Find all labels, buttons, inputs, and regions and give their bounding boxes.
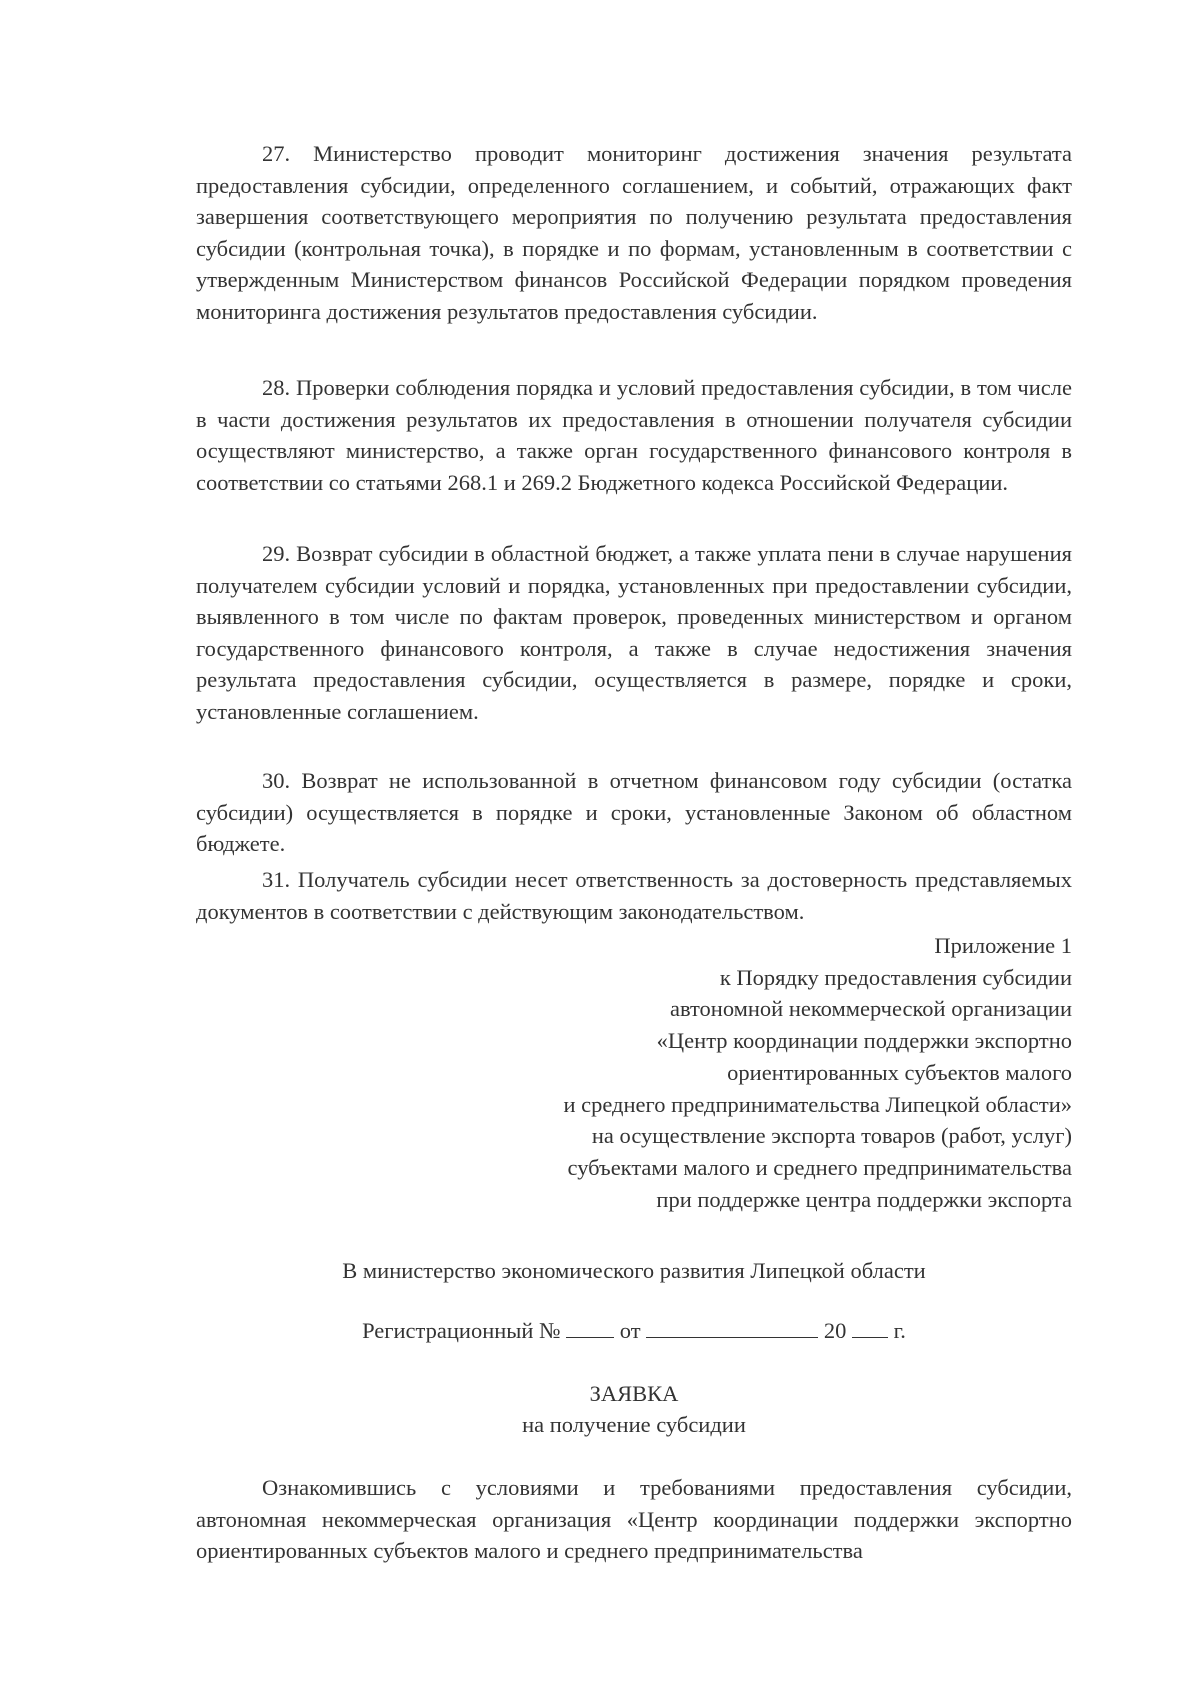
registration-year-suffix: г.	[893, 1318, 906, 1343]
appendix-line: автономной некоммерческой организации	[669, 996, 1072, 1022]
appendix-line: при поддержке центра поддержки экспорта	[656, 1186, 1072, 1212]
registration-label: Регистрационный №	[362, 1318, 561, 1343]
application-title: ЗАЯВКА	[589, 1381, 679, 1406]
paragraph-29: 29. Возврат субсидии в областной бюджет, а также уплата пени в случае нарушения получателем субсидии условий и порядка, установленных при предоставлении субсидии, выявленного в том числе по фактам проверок, проведенных министерством и органом государственного финансового контроля, а также в случае недостижения значения результата предоставления субсидии, осуществляется в размере, порядке и сроки, установленные соглашением.	[196, 541, 1072, 724]
registration-year-prefix: 20	[823, 1318, 847, 1343]
paragraph-30: 30. Возврат не использованной в отчетном финансовом году субсидии (остатка субсидии) осуществляется в порядке и сроки, установленные Законом об областном бюджете.	[196, 768, 1072, 856]
paragraph-27: 27. Министерство проводит мониторинг достижения значения результата предоставления субсидии, определенного соглашением, и событий, отражающих факт завершения соответствующего мероприятия по получению результата предоставления субсидии (контрольная точка), в порядке и по формам, установленным в соответствии с утвержденным Министерством финансов Российской Федерации порядком проведения мониторинга достижения результатов предоставления субсидии.	[196, 141, 1072, 324]
appendix-line: «Центр координации поддержки экспортно	[656, 1028, 1072, 1054]
addressee-line: В министерство экономического развития Липецкой области	[342, 1258, 926, 1283]
appendix-line: Приложение 1	[934, 933, 1072, 958]
paragraph-31: 31. Получатель субсидии несет ответственность за достоверность представляемых документов в соответствии с действующим законодательством.	[196, 867, 1072, 924]
appendix-line: и среднего предпринимательства Липецкой области»	[563, 1091, 1072, 1117]
paragraph-28: 28. Проверки соблюдения порядка и условий предоставления субсидии, в том числе в части достижения результатов их предоставления в отношении получателя субсидии осуществляют министерство, а также орган государственного финансового контроля в соответствии со статьями 268.1 и 269.2 Бюджетного кодекса Российской Федерации.	[196, 375, 1072, 495]
appendix-line: к Порядку предоставления субсидии	[719, 964, 1072, 990]
registration-date-blank	[646, 1317, 818, 1338]
application-intro-paragraph: Ознакомившись с условиями и требованиями предоставления субсидии, автономная некоммерческая организация «Центр координации поддержки экспортно ориентированных субъектов малого и среднего предпринимательства	[196, 1475, 1072, 1563]
appendix-line: ориентированных субъектов малого	[727, 1059, 1072, 1085]
appendix-line: субъектами малого и среднего предпринимательства	[567, 1154, 1072, 1180]
application-subtitle: на получение субсидии	[522, 1412, 746, 1437]
registration-from-label: от	[619, 1318, 641, 1343]
appendix-header	[563, 930, 1072, 1215]
registration-number-blank	[566, 1317, 614, 1338]
appendix-line: на осуществление экспорта товаров (работ, услуг)	[591, 1123, 1072, 1149]
registration-year-blank	[852, 1317, 888, 1338]
registration-line	[196, 1315, 1072, 1347]
